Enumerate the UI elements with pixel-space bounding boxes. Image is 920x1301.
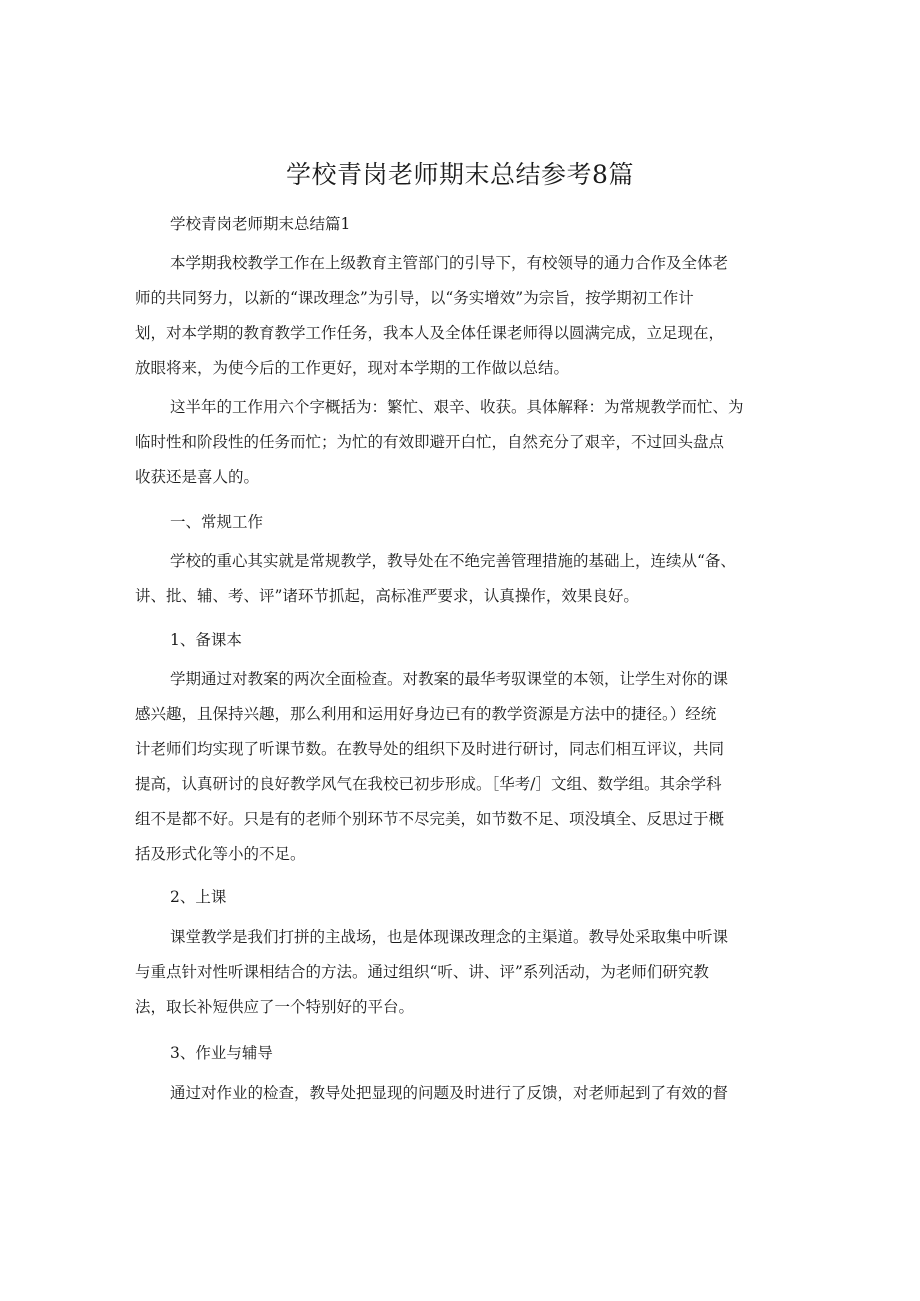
heading-text: 一、常规工作 xyxy=(170,513,264,531)
text-line: 法，取长补短供应了一个特别好的平台。 xyxy=(135,998,415,1016)
paragraph-4 xyxy=(0,662,920,872)
paragraph-3 xyxy=(0,544,920,614)
text-line: 师的共同努力，以新的“课改理念”为引导，以“务实增效”为宗旨，按学期初工作计 xyxy=(135,289,694,307)
text-line: 提高，认真研讨的良好教学风气在我校已初步形成。［华考/］文组、数学组。其余学科 xyxy=(135,775,722,793)
paragraph-2 xyxy=(0,390,920,495)
text-line: 划，对本学期的教育教学工作任务，我本人及全体任课老师得以圆满完成，立足现在， xyxy=(135,324,725,342)
text-line: 通过对作业的检查，教导处把显现的问题及时进行了反馈，对老师起到了有效的督 xyxy=(170,1084,729,1102)
text-line: 括及形式化等小的不足。 xyxy=(135,845,306,863)
paragraph-6 xyxy=(0,1076,920,1111)
heading-lesson-plan xyxy=(0,623,920,658)
text-line: 感兴趣，且保持兴趣，那么利用和运用好身边已有的教学资源是方法中的捷径。）经统 xyxy=(135,705,717,723)
text-line: 学期通过对教案的两次全面检查。对教案的最华考驭课堂的本领，让学生对你的课 xyxy=(170,670,729,688)
document-title: 学校青岗老师期末总结参考8篇 xyxy=(286,160,634,189)
text-line: 学校的重心其实就是常规教学，教导处在不绝完善管理措施的基础上，连续从“备、 xyxy=(170,552,736,570)
text-line: 收获还是喜人的。 xyxy=(135,468,260,486)
paragraph-5 xyxy=(0,920,920,1025)
text-line: 组不是都不好。只是有的老师个别环节不尽完美，如节数不足、项没填全、反思过于概 xyxy=(135,810,725,828)
text-line: 讲、批、辅、考、评”诸环节抓起，高标准严要求，认真操作，效果良好。 xyxy=(135,587,639,605)
section-subtitle xyxy=(0,207,920,242)
heading-routine-work xyxy=(0,505,920,540)
text-line: 这半年的工作用六个字概括为：繁忙、艰辛、收获。具体解释：为常规教学而忙、为 xyxy=(170,398,744,416)
text-line: 计老师们均实现了听课节数。在教导处的组织下及时进行研讨，同志们相互评议，共同 xyxy=(135,740,725,758)
heading-class xyxy=(0,880,920,915)
text-line: 临时性和阶段性的任务而忙；为忙的有效即避开白忙，自然充分了艰辛，不过回头盘点 xyxy=(135,433,725,451)
heading-homework xyxy=(0,1036,920,1071)
heading-text: 3、作业与辅导 xyxy=(170,1044,273,1062)
text-line: 放眼将来，为使今后的工作更好，现对本学期的工作做以总结。 xyxy=(135,359,570,377)
text-line: 本学期我校教学工作在上级教育主管部门的引导下，有校领导的通力合作及全体老 xyxy=(170,254,729,272)
paragraph-1 xyxy=(0,246,920,386)
text-line: 课堂教学是我们打拼的主战场，也是体现课改理念的主渠道。教导处采取集中听课 xyxy=(170,928,729,946)
heading-text: 2、上课 xyxy=(170,888,227,906)
heading-text: 1、备课本 xyxy=(170,631,242,649)
text-line: 与重点针对性听课相结合的方法。通过组织“听、讲、评”系列活动，为老师们研究教 xyxy=(135,963,709,981)
subtitle-text: 学校青岗老师期末总结篇1 xyxy=(170,215,351,233)
